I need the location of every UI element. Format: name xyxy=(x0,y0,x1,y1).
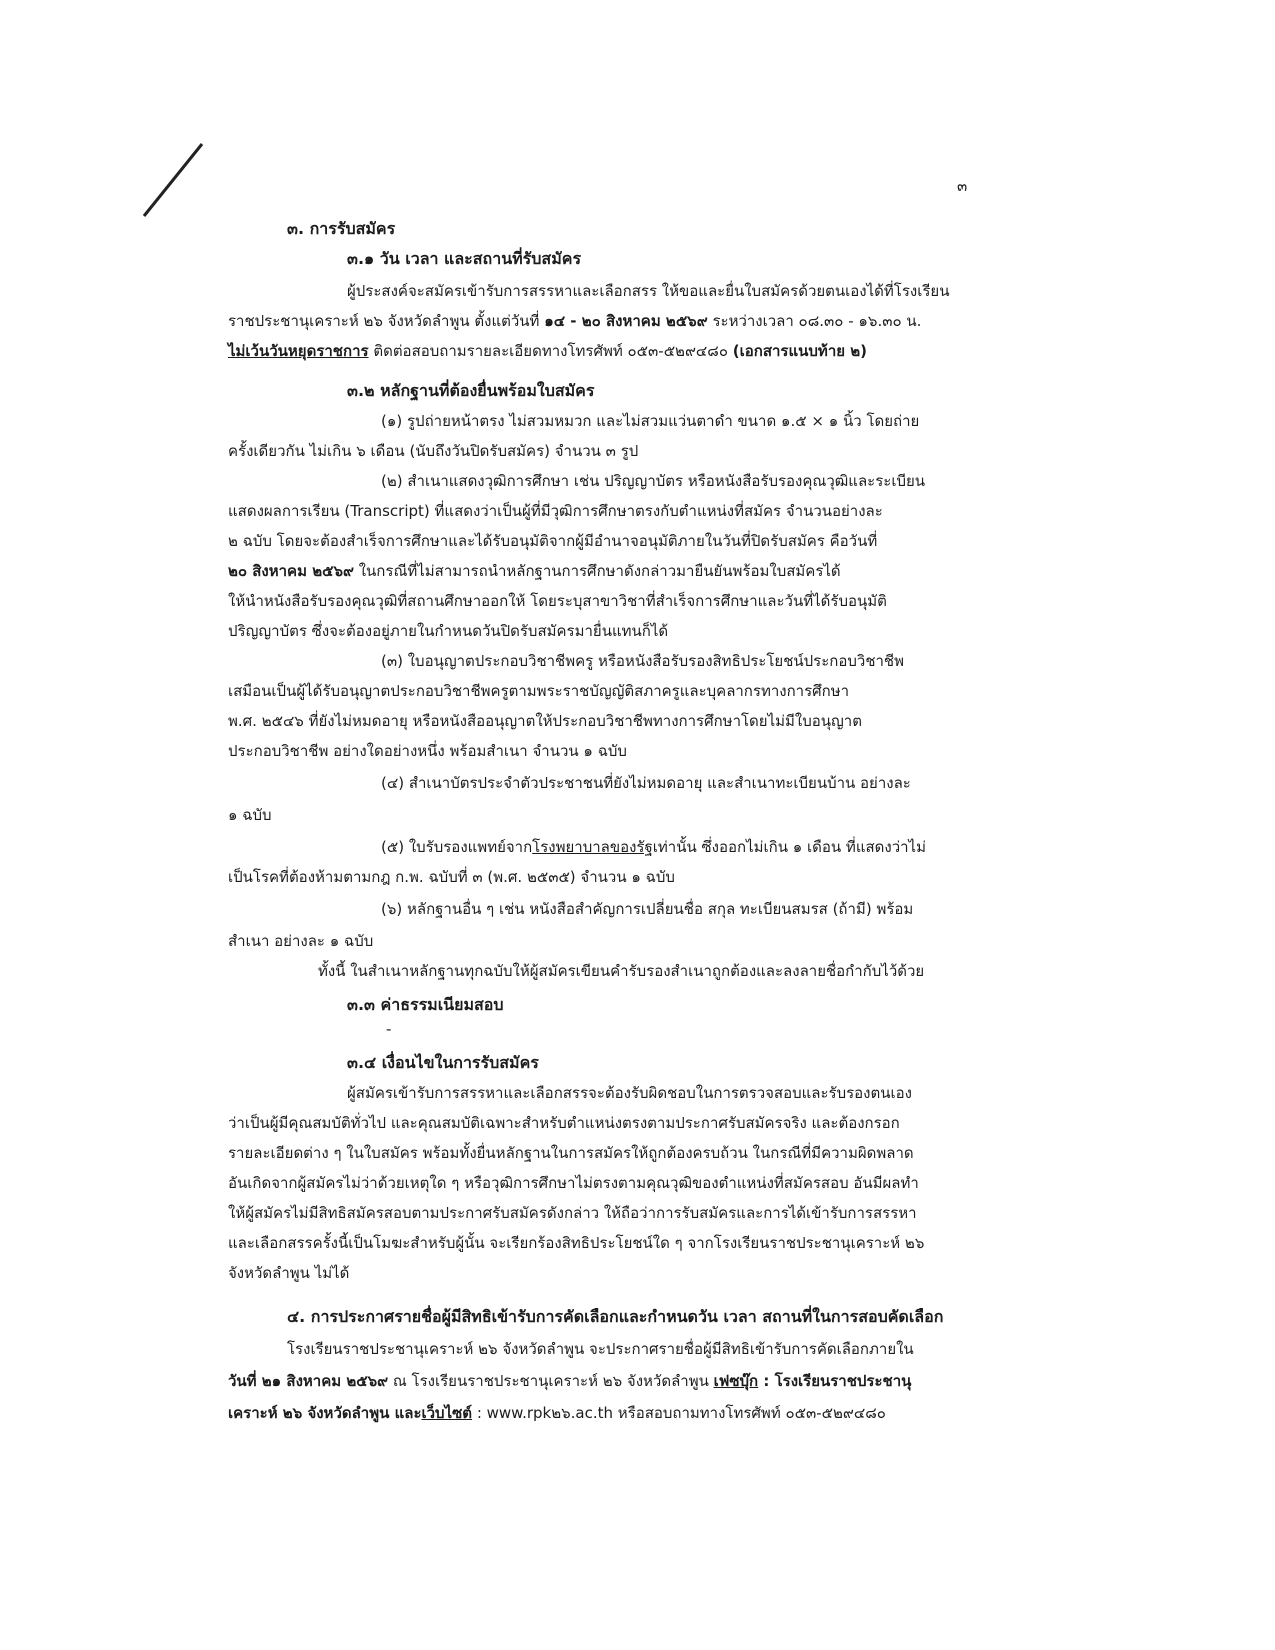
s32-note: ทั้งนี้ ในสำเนาหลักฐานทุกฉบับให้ผู้สมัครเขียนคำรับรองสำเนาถูกต้องและลงลายชื่อกำกับไว้ด้วย xyxy=(318,962,925,980)
page-number: ๓ xyxy=(957,177,968,195)
s32-item-3-line-3: พ.ศ. ๒๕๔๖ ที่ยังไม่หมดอายุ หรือหนังสืออนุญาตให้ประกอบวิชาชีพทางการศึกษาโดยไม่มีใบอนุญาต xyxy=(228,712,862,730)
s32-item-3-line-4: ประกอบวิชาชีพ อย่างใดอย่างหนึ่ง พร้อมสำเนา จำนวน ๑ ฉบับ xyxy=(228,742,627,760)
section-4-title: ๔. การประกาศรายชื่อผู้มีสิทธิเข้ารับการคัดเลือกและกำหนดวัน เวลา สถานที่ในการสอบคัดเลือก xyxy=(287,1307,944,1326)
s32-item-5-line-1: (๕) ใบรับรองแพทย์จากโรงพยาบาลของรัฐเท่านั้น ซึ่งออกไม่เกิน ๑ เดือน ที่แสดงว่าไม่ xyxy=(381,838,926,856)
s32-item-4-line-1: (๔) สำเนาบัตรประจำตัวประชาชนที่ยังไม่หมดอายุ และสำเนาทะเบียนบ้าน อย่างละ xyxy=(381,774,911,792)
section-3-title: ๓. การรับสมัคร xyxy=(287,219,396,238)
s4-line-2: วันที่ ๒๑ สิงหาคม ๒๕๖๙ ณ โรงเรียนราชประชานุเคราะห์ ๒๖ จังหวัดลำพูน เฟซบุ๊ก : โรงเรียนราชประชานุ xyxy=(228,1372,912,1390)
s31-line-1: ผู้ประสงค์จะสมัครเข้ารับการสรรหาและเลือกสรร ให้ขอและยื่นใบสมัครด้วยตนเองได้ที่โรงเรียน xyxy=(347,282,950,300)
s32-item-2-line-1: (๒) สำเนาแสดงวุฒิการศึกษา เช่น ปริญญาบัตร หรือหนังสือรับรองคุณวุฒิและระเบียน xyxy=(381,472,926,490)
s4-line-3: เคราะห์ ๒๖ จังหวัดลำพูน และเว็บไซต์ : www.rpk๒๖.ac.th หรือสอบถามทางโทรศัพท์ ๐๕๓-๕๒๙๔๘๐ xyxy=(228,1404,886,1422)
s32-item-3-line-2: เสมือนเป็นผู้ได้รับอนุญาตประกอบวิชาชีพครูตามพระราชบัญญัติสภาครูและบุคลากรทางการศึกษา xyxy=(228,682,850,700)
s31-line-3: ไม่เว้นวันหยุดราชการ ติดต่อสอบถามรายละเอียดทางโทรศัพท์ ๐๕๓-๕๒๙๔๘๐ (เอกสารแนบท้าย ๒) xyxy=(228,342,867,360)
s34-line-2: ว่าเป็นผู้มีคุณสมบัติทั่วไป และคุณสมบัติเฉพาะสำหรับตำแหน่งตรงตามประกาศรับสมัครจริง และต้องกรอก xyxy=(228,1114,900,1132)
s34-line-3: รายละเอียดต่าง ๆ ในใบสมัคร พร้อมทั้งยื่นหลักฐานในการสมัครให้ถูกต้องครบถ้วน ในกรณีที่มีความผิดพลาด xyxy=(228,1144,914,1162)
s34-line-5: ให้ผู้สมัครไม่มีสิทธิสมัครสอบตามประกาศรับสมัครดังกล่าว ให้ถือว่าการรับสมัครและการได้เข้ารับการสรรหา xyxy=(228,1204,917,1222)
s32-item-2-line-4: ๒๐ สิงหาคม ๒๕๖๙ ในกรณีที่ไม่สามารถนำหลักฐานการศึกษาดังกล่าวมายืนยันพร้อมใบสมัครได้ xyxy=(228,562,841,580)
scan-mark xyxy=(140,140,220,220)
s34-line-6: และเลือกสรรครั้งนี้เป็นโมฆะสำหรับผู้นั้น จะเรียกร้องสิทธิประโยชน์ใด ๆ จากโรงเรียนราชประชานุเคราะห์ ๒๖ xyxy=(228,1234,925,1252)
s4-line-1: โรงเรียนราชประชานุเคราะห์ ๒๖ จังหวัดลำพูน จะประกาศรายชื่อผู้มีสิทธิเข้ารับการคัดเลือกภายใน xyxy=(287,1340,914,1358)
s32-item-3-line-1: (๓) ใบอนุญาตประกอบวิชาชีพครู หรือหนังสือรับรองสิทธิประโยชน์ประกอบวิชาชีพ xyxy=(381,652,904,670)
s34-line-1: ผู้สมัครเข้ารับการสรรหาและเลือกสรรจะต้องรับผิดชอบในการตรวจสอบและรับรองตนเอง xyxy=(347,1084,912,1102)
section-3-2-title: ๓.๒ หลักฐานที่ต้องยื่นพร้อมใบสมัคร xyxy=(347,381,595,400)
fee-value: - xyxy=(386,1020,392,1038)
s32-item-1-line-1: (๑) รูปถ่ายหน้าตรง ไม่สวมหมวก และไม่สวมแว่นตาดำ ขนาด ๑.๕ × ๑ นิ้ว โดยถ่าย xyxy=(381,412,920,430)
s32-item-2-line-3: ๒ ฉบับ โดยจะต้องสำเร็จการศึกษาและได้รับอนุมัติจากผู้มีอำนาจอนุมัติภายในวันที่ปิดรับสมัคร คือวันที่ xyxy=(228,532,878,550)
section-3-3-title: ๓.๓ ค่าธรรมเนียมสอบ xyxy=(347,995,504,1014)
s32-item-2-line-6: ปริญญาบัตร ซึ่งจะต้องอยู่ภายในกำหนดวันปิดรับสมัครมายื่นแทนก็ได้ xyxy=(228,622,669,640)
s32-item-1-line-2: ครั้งเดียวกัน ไม่เกิน ๖ เดือน (นับถึงวันปิดรับสมัคร) จำนวน ๓ รูป xyxy=(228,442,639,460)
s34-line-7: จังหวัดลำพูน ไม่ได้ xyxy=(228,1264,350,1282)
s34-line-4: อันเกิดจากผู้สมัครไม่ว่าด้วยเหตุใด ๆ หรือวุฒิการศึกษาไม่ตรงตามคุณวุฒิของตำแหน่งที่สมัครสอบ อันมีผลทำ xyxy=(228,1174,919,1192)
s32-item-6-line-1: (๖) หลักฐานอื่น ๆ เช่น หนังสือสำคัญการเปลี่ยนชื่อ สกุล ทะเบียนสมรส (ถ้ามี) พร้อม xyxy=(381,900,914,918)
s32-item-6-line-2: สำเนา อย่างละ ๑ ฉบับ xyxy=(228,932,374,950)
s31-line-2: ราชประชานุเคราะห์ ๒๖ จังหวัดลำพูน ตั้งแต่วันที่ ๑๔ - ๒๐ สิงหาคม ๒๕๖๙ ระหว่างเวลา ๐๘.๓๐ - ๑๖.๓๐ น. xyxy=(228,312,922,330)
section-3-1-title: ๓.๑ วัน เวลา และสถานที่รับสมัคร xyxy=(347,249,582,268)
s32-item-4-line-2: ๑ ฉบับ xyxy=(228,806,272,824)
s32-item-2-line-5: ให้นำหนังสือรับรองคุณวุฒิที่สถานศึกษาออกให้ โดยระบุสาขาวิชาที่สำเร็จการศึกษาและวันที่ได้รับอนุมัติ xyxy=(228,592,887,610)
s32-item-5-line-2: เป็นโรคที่ต้องห้ามตามกฎ ก.พ. ฉบับที่ ๓ (พ.ศ. ๒๕๓๕) จำนวน ๑ ฉบับ xyxy=(228,868,675,886)
section-3-4-title: ๓.๔ เงื่อนไขในการรับสมัคร xyxy=(347,1053,539,1072)
s32-item-2-line-2: แสดงผลการเรียน (Transcript) ที่แสดงว่าเป็นผู้ที่มีวุฒิการศึกษาตรงกับตำแหน่งที่สมัคร จำนวนอย่างละ xyxy=(228,502,883,520)
